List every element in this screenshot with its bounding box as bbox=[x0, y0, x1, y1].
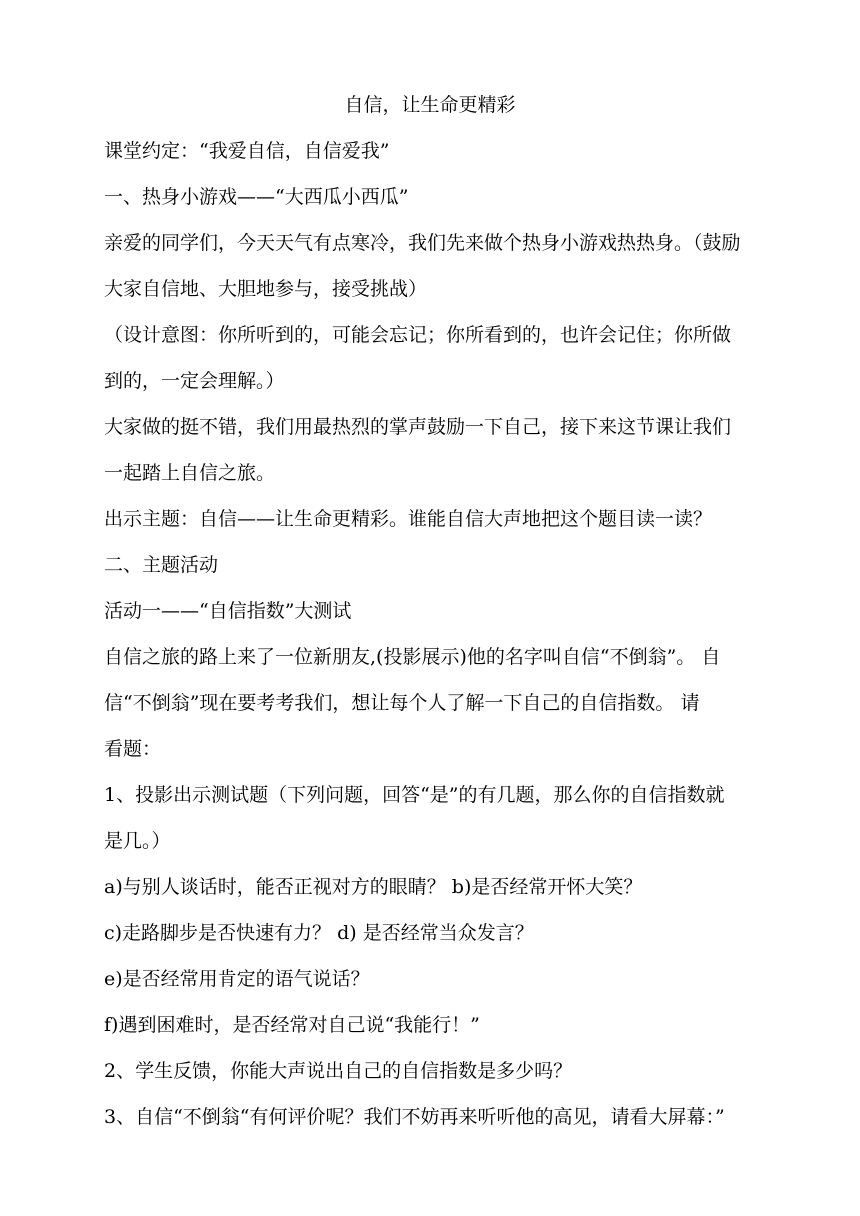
paragraph-line: 2、学生反馈，你能大声说出自己的自信指数是多少吗？ bbox=[104, 1060, 573, 1082]
paragraph-line: 大家做的挺不错，我们用最热烈的掌声鼓励一下自己，接下来这节课让我们 bbox=[104, 416, 732, 438]
paragraph-line: 到的，一定会理解。） bbox=[104, 370, 285, 392]
paragraph-line: 3、自信“不倒翁“有何评价呢？我们不妨再来听听他的高见，请看大屏幕：” bbox=[104, 1106, 725, 1128]
paragraph-line: （设计意图：你所听到的，可能会忘记；你所看到的，也许会记住；你所做 bbox=[104, 324, 732, 346]
paragraph-line: 大家自信地、大胆地参与，接受挑战） bbox=[104, 278, 428, 300]
paragraph-line: 信“不倒翁”现在要考考我们，想让每个人了解一下自己的自信指数。 请 bbox=[104, 692, 700, 714]
section-heading: 二、主题活动 bbox=[104, 554, 219, 576]
paragraph-line: 1、投影出示测试题（下列问题，回答“是”的有几题，那么你的自信指数就 bbox=[104, 784, 725, 806]
paragraph-line: 一起踏上自信之旅。 bbox=[104, 462, 276, 484]
paragraph-line: 自信之旅的路上来了一位新朋友,(投影展示)他的名字叫自信“不倒翁”。 自 bbox=[104, 646, 721, 668]
paragraph-line: 出示主题：自信——让生命更精彩。谁能自信大声地把这个题目读一读？ bbox=[104, 508, 713, 530]
question-line: c)走路脚步是否快速有力？ d) 是否经常当众发言？ bbox=[104, 922, 534, 944]
paragraph-line: 课堂约定：“我爱自信，自信爱我” bbox=[104, 140, 390, 162]
paragraph-line: 看题： bbox=[104, 738, 162, 760]
document-title: 自信，让生命更精彩 bbox=[344, 94, 516, 116]
paragraph-line: 亲爱的同学们，今天天气有点寒冷，我们先来做个热身小游戏热热身。（鼓励 bbox=[104, 232, 741, 254]
question-line: e)是否经常用肯定的语气说话？ bbox=[104, 968, 370, 990]
paragraph-line: 是几。） bbox=[104, 830, 171, 852]
question-line: a)与别人谈话时，能否正视对方的眼睛？ b)是否经常开怀大笑？ bbox=[104, 876, 643, 898]
paragraph-line: 一、热身小游戏——“大西瓜小西瓜” bbox=[104, 186, 409, 208]
question-line: f)遇到困难时，是否经常对自己说“我能行！” bbox=[104, 1014, 480, 1036]
activity-heading: 活动一——“自信指数”大测试 bbox=[104, 600, 352, 622]
